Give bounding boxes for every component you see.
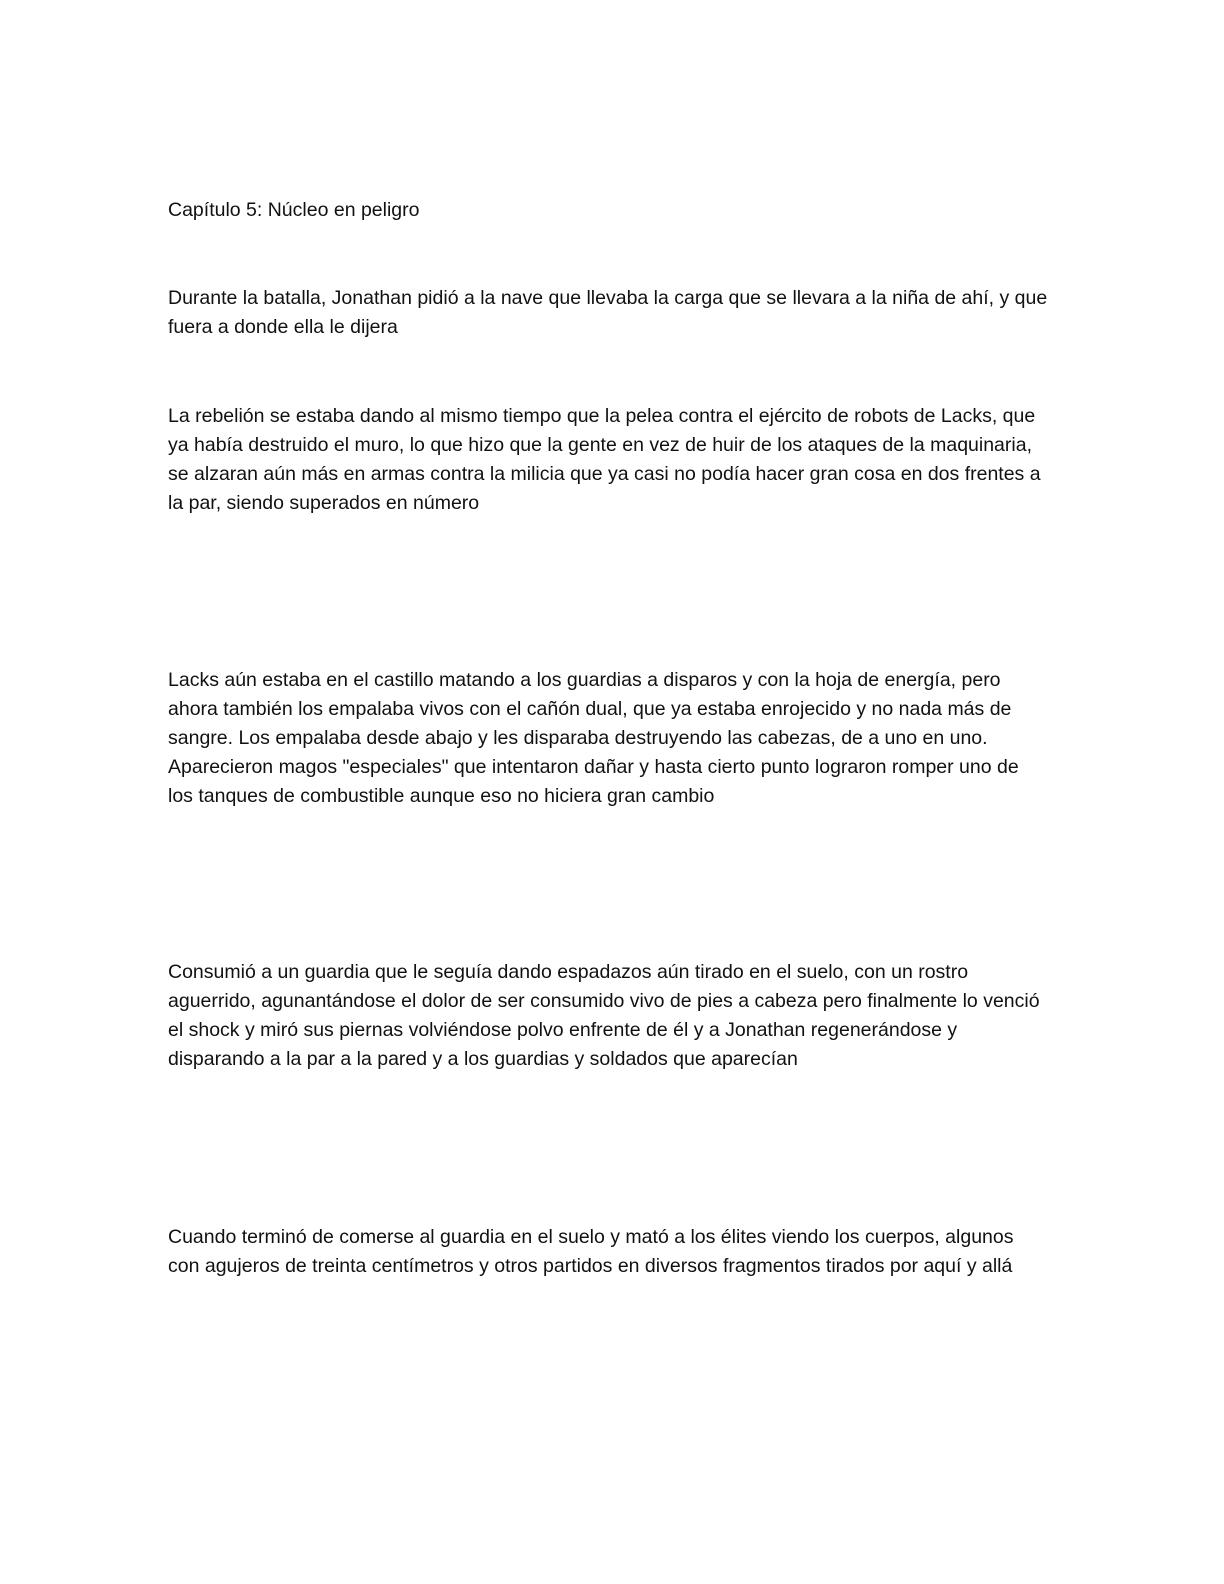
paragraph-5: Cuando terminó de comerse al guardia en el suelo y mató a los élites viendo los cuerpos, algunos con agujeros de treinta centímetros y otros partidos en diversos fragmentos tirados por aquí y allá: [168, 1226, 1014, 1277]
paragraph-3: Lacks aún estaba en el castillo matando a los guardias a disparos y con la hoja de energía, pero ahora también los empalaba vivos con el cañón dual, que ya estaba enrojecido y no nada más de sangre. Los empalaba desde abajo y les disparaba destruyendo las cabezas, de a uno en uno. Aparecieron magos "especiales" que intentaron dañar y hasta cierto punto lograron romper uno de los tanques de combustible aunque eso no hiciera gran cambio: [168, 669, 1019, 807]
paragraph-2: La rebelión se estaba dando al mismo tiempo que la pelea contra el ejército de robots de Lacks, que ya había destruido el muro, lo que hizo que la gente en vez de huir de los ataques de la maquinaria, se alzaran aún más en armas contra la milicia que ya casi no podía hacer gran cosa en dos frentes a la par, siendo superados en número: [168, 405, 1041, 514]
paragraph-1: Durante la batalla, Jonathan pidió a la nave que llevaba la carga que se llevara a la niña de ahí, y que fuera a donde ella le dijera: [168, 287, 1048, 338]
chapter-title: Capítulo 5: Núcleo en peligro: [168, 199, 420, 221]
paragraph-4: Consumió a un guardia que le seguía dando espadazos aún tirado en el suelo, con un rostro aguerrido, agunantándose el dolor de ser consumido vivo de pies a cabeza pero finalmente lo venció el shock y miró sus piernas volviéndose polvo enfrente de él y a Jonathan regenerándose y disparando a la par a la pared y a los guardias y soldados que aparecían: [168, 961, 1040, 1070]
